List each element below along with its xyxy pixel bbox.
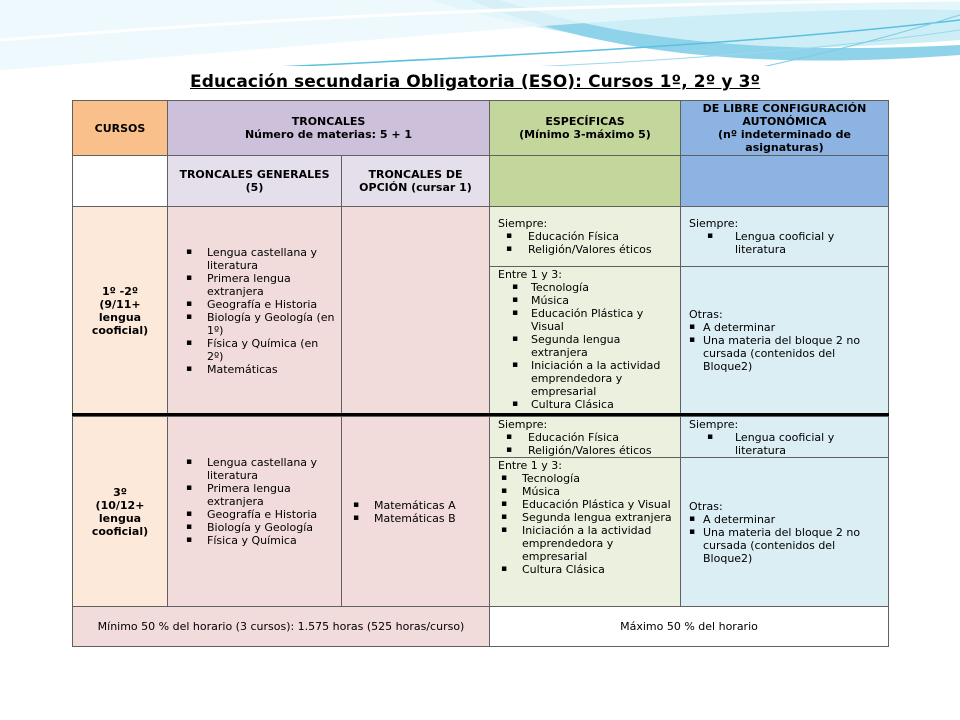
list-item: ▪ Matemáticas B: [342, 512, 456, 525]
list-item: ▪ Una materia del bloque 2 no cursada (contenidos del Bloque2): [681, 526, 880, 565]
list-item: ▪ Cultura Clásica: [490, 398, 674, 411]
list-item: ▪ Lengua castellana y literatura: [168, 246, 337, 272]
list-item: ▪ Geografía e Historia: [168, 298, 337, 311]
list-item: ▪ Una materia del bloque 2 no cursada (contenidos del Bloque2): [681, 334, 880, 373]
list-item: ▪ Lengua castellana y literatura: [168, 456, 337, 482]
libre-siempre-3: Siempre: ▪ Lengua cooficial y literatura: [680, 416, 889, 458]
list-item: ▪ Iniciación a la actividad emprendedora y empresarial: [490, 359, 674, 398]
especificas-siempre-1-2: Siempre: ▪ Educación Física ▪ Religión/Valores éticos: [489, 206, 681, 267]
list-item: ▪ Educación Física: [490, 431, 680, 444]
especificas-entre-3: Entre 1 y 3: ▪ Tecnología ▪ Música ▪ Educación Plástica y Visual ▪ Segunda lengua extranjera ▪ Iniciación a la actividad emprendedora y empresarial ▪ Cultura Clásica: [489, 457, 681, 607]
list-item: ▪ Iniciación a la actividad emprendedora y empresarial: [490, 524, 674, 563]
subheader-especificas: [489, 155, 681, 207]
troncales-opcion-3: [341, 416, 490, 607]
subheader-empty: [72, 155, 168, 207]
subheader-troncales-opcion: TRONCALES DE OPCIÓN (cursar 1): [341, 155, 490, 207]
page-title: Educación secundaria Obligatoria (ESO): Cursos 1º, 2º y 3º: [190, 72, 761, 92]
troncales-opcion-1-2: [341, 206, 490, 415]
libre-siempre-1-2: Siempre: ▪ Lengua cooficial y literatura: [680, 206, 889, 267]
list-item: ▪ A determinar: [681, 321, 880, 334]
list-item: ▪ Geografía e Historia: [168, 508, 337, 521]
header-cursos: CURSOS: [72, 100, 168, 156]
subheader-libre: [680, 155, 889, 207]
list-item: ▪ Educación Física: [490, 230, 680, 243]
header-libre-configuracion: DE LIBRE CONFIGURACIÓN AUTONÓMICA (nº indeterminado de asignaturas): [680, 100, 889, 156]
list-item: ▪ Música: [490, 294, 674, 307]
list-item: ▪ Biología y Geología (en 1º): [168, 311, 337, 337]
especificas-entre-1-2: Entre 1 y 3: ▪ Tecnología ▪ Música ▪ Educación Plástica y Visual ▪ Segunda lengua extranjera ▪ Iniciación a la actividad emprendedora y empresarial ▪ Cultura Clásica: [489, 266, 681, 415]
list-item: ▪ Primera lengua extranjera: [168, 272, 337, 298]
header-troncales: TRONCALES Número de materias: 5 + 1: [167, 100, 490, 156]
list-item: ▪ Segunda lengua extranjera: [490, 511, 674, 524]
list-item: ▪ Física y Química: [168, 534, 337, 547]
list-item: ▪ Religión/Valores éticos: [490, 444, 680, 457]
footer-minimo: Mínimo 50 % del horario (3 cursos): 1.575 horas (525 horas/curso): [72, 606, 490, 647]
subheader-troncales-generales: TRONCALES GENERALES (5): [167, 155, 342, 207]
list-item: ▪ Matemáticas: [168, 363, 337, 376]
row-divider: [72, 413, 889, 416]
list-item: ▪ Tecnología: [490, 281, 674, 294]
list-item: ▪ A determinar: [681, 513, 880, 526]
curso-3: 3º (10/12+ lengua cooficial): [72, 416, 168, 607]
list-item: ▪ Educación Plástica y Visual: [490, 498, 674, 511]
list-item: ▪ Tecnología: [490, 472, 674, 485]
list-item: ▪ Lengua cooficial y literatura: [681, 230, 880, 256]
curso-1-2: 1º -2º (9/11+ lengua cooficial): [72, 206, 168, 415]
list-item: ▪ Cultura Clásica: [490, 563, 674, 576]
list-item: ▪ Educación Plástica y Visual: [490, 307, 674, 333]
list-item: ▪ Física y Química (en 2º): [168, 337, 337, 363]
list-item: ▪ Música: [490, 485, 674, 498]
header-especificas: ESPECÍFICAS (Mínimo 3-máximo 5): [489, 100, 681, 156]
troncales-generales-1-2: [167, 206, 342, 415]
libre-otras-1-2: Otras: ▪ A determinar ▪ Una materia del bloque 2 no cursada (contenidos del Bloque2): [680, 266, 889, 415]
footer-maximo: Máximo 50 % del horario: [489, 606, 889, 647]
list-item: ▪ Religión/Valores éticos: [490, 243, 680, 256]
list-item: ▪ Biología y Geología: [168, 521, 337, 534]
libre-otras-3: Otras: ▪ A determinar ▪ Una materia del bloque 2 no cursada (contenidos del Bloque2): [680, 457, 889, 607]
especificas-siempre-3: Siempre: ▪ Educación Física ▪ Religión/Valores éticos: [489, 416, 681, 458]
list-item: ▪ Lengua cooficial y literatura: [681, 431, 880, 457]
list-item: ▪ Segunda lengua extranjera: [490, 333, 674, 359]
list-item: ▪ Matemáticas A: [342, 499, 456, 512]
list-item: ▪ Primera lengua extranjera: [168, 482, 337, 508]
troncales-generales-3: [167, 416, 342, 607]
